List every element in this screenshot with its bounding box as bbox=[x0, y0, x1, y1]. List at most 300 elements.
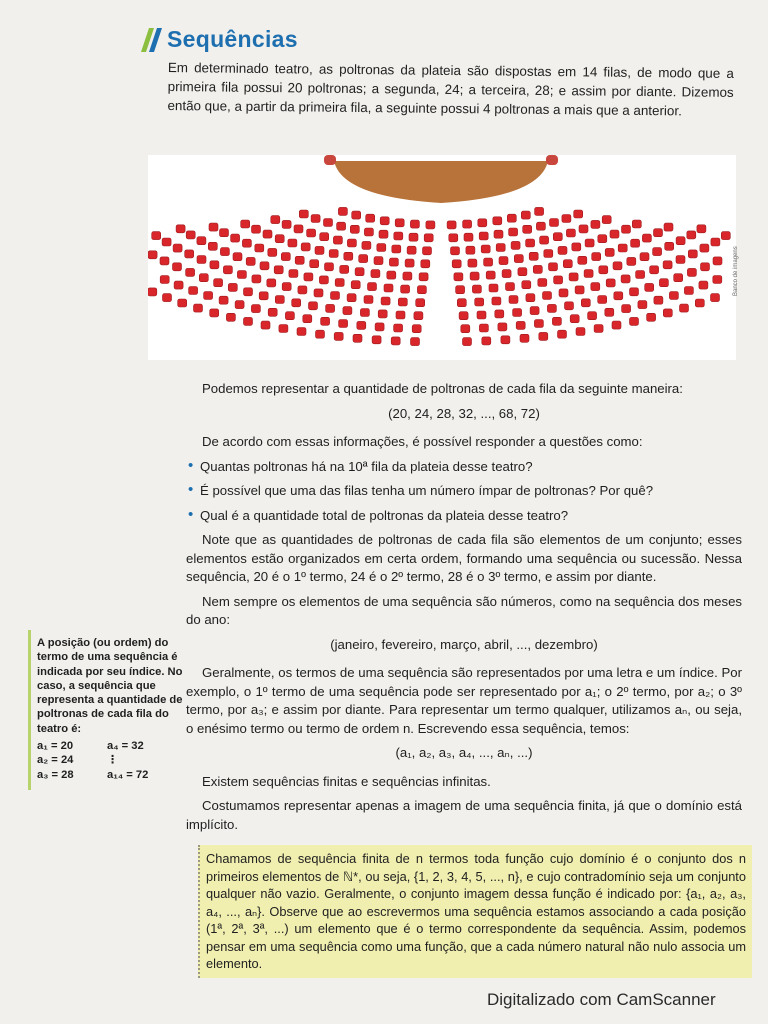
seat-icon bbox=[630, 288, 639, 296]
seat-icon bbox=[351, 281, 360, 289]
sidebar-note bbox=[28, 630, 191, 790]
seat-icon bbox=[501, 336, 510, 344]
represent-text: Podemos representar a quantidade de poltronas de cada fila da seguinte maneira: bbox=[202, 381, 683, 396]
seat-icon bbox=[456, 286, 465, 294]
seat-icon bbox=[638, 301, 647, 309]
seat-icon bbox=[451, 247, 460, 255]
seat-icon bbox=[219, 296, 228, 304]
section-header bbox=[133, 26, 298, 53]
seat-icon bbox=[304, 273, 313, 281]
seat-icon bbox=[271, 216, 280, 224]
seat-icon bbox=[152, 232, 161, 240]
seat-icon bbox=[584, 270, 593, 278]
seat-icon bbox=[654, 296, 663, 304]
seat-icon bbox=[645, 283, 654, 291]
seat-icon bbox=[228, 283, 237, 291]
seat-icon bbox=[220, 229, 229, 237]
paragraph-image: Costumamos representar apenas a imagem de uma sequência finita, já que o domínio está implícito. bbox=[186, 798, 742, 832]
seat-icon bbox=[711, 238, 720, 246]
seat-icon bbox=[416, 299, 425, 307]
seat-icon bbox=[251, 305, 260, 313]
seat-icon bbox=[534, 320, 543, 328]
seat-icon bbox=[310, 260, 319, 268]
seat-icon bbox=[526, 294, 535, 302]
seat-icon bbox=[326, 304, 335, 312]
seat-icon bbox=[371, 270, 380, 278]
seat-icon bbox=[492, 297, 501, 305]
seat-icon bbox=[701, 263, 710, 271]
seat-icon bbox=[359, 255, 368, 263]
seat-icon bbox=[321, 317, 330, 325]
seat-icon bbox=[319, 276, 328, 284]
seat-icon bbox=[479, 232, 488, 240]
seat-icon bbox=[591, 283, 600, 291]
questions-intro: De acordo com essas informações, é possível responder a questões como: bbox=[202, 434, 643, 449]
seat-icon bbox=[518, 268, 527, 276]
sidebar-terms bbox=[37, 739, 185, 782]
seat-icon bbox=[244, 288, 253, 296]
seat-icon bbox=[558, 330, 567, 338]
seat-icon bbox=[387, 271, 396, 279]
seat-icon bbox=[252, 275, 261, 283]
seat-icon bbox=[538, 279, 547, 287]
seat-icon bbox=[509, 296, 518, 304]
seat-icon bbox=[588, 312, 597, 320]
sidebar-term: a₁ = 20 bbox=[37, 740, 74, 753]
seat-icon bbox=[281, 253, 290, 261]
seat-icon bbox=[570, 315, 579, 323]
seat-icon bbox=[426, 221, 435, 229]
sequence-example: (20, 24, 28, 32, ..., 68, 72) bbox=[388, 405, 540, 421]
seat-icon bbox=[324, 219, 333, 227]
questions-list bbox=[186, 458, 742, 526]
seat-icon bbox=[642, 234, 651, 242]
seat-icon bbox=[449, 234, 458, 242]
seat-icon bbox=[309, 302, 318, 310]
seat-icon bbox=[223, 266, 232, 274]
seat-icon bbox=[687, 268, 696, 276]
seat-icon bbox=[340, 265, 349, 273]
paragraph-finite: Existem sequências finitas e sequências infinitas. bbox=[202, 773, 491, 789]
seat-icon bbox=[526, 239, 535, 247]
seat-icon bbox=[320, 233, 329, 241]
paragraph-note: Note que as quantidades de poltronas de cada fila são elementos de um conjunto; esses elementos estão organizados em certa ordem, formando uma sequência ou sucessão. Nessa sequência, 20 é o 1º termo, 24 é o 2º termo, 28 é o 3º termo, e assim por diante. bbox=[186, 532, 742, 584]
seat-icon bbox=[378, 310, 387, 318]
seat-icon bbox=[294, 225, 303, 233]
seat-icon bbox=[375, 323, 384, 331]
seat-icon bbox=[360, 309, 369, 317]
seat-icon bbox=[663, 261, 672, 269]
seat-icon bbox=[669, 292, 678, 300]
seat-icon bbox=[160, 276, 169, 284]
seat-icon bbox=[522, 281, 531, 289]
seat-icon bbox=[347, 239, 356, 247]
seat-icon bbox=[499, 257, 508, 265]
seat-icon bbox=[298, 286, 307, 294]
seat-icon bbox=[630, 317, 639, 325]
seat-icon bbox=[282, 283, 291, 291]
seat-icon bbox=[659, 279, 668, 287]
main-content bbox=[186, 380, 742, 840]
seat-icon bbox=[352, 211, 361, 219]
seat-icon bbox=[466, 246, 475, 254]
seat-icon bbox=[148, 288, 157, 296]
seat-icon bbox=[379, 230, 388, 238]
seat-icon bbox=[396, 311, 405, 319]
sidebar-text: A posição (ou ordem) do termo de uma sequência é indicada por seu índice. No caso, a sequência que representa a quantidade de poltronas de cada fila do teatro é: bbox=[37, 637, 183, 735]
seat-icon bbox=[220, 248, 229, 256]
seat-icon bbox=[268, 308, 277, 316]
intro-paragraph: Em determinado teatro, as poltronas da plateia são dispostas em 14 filas, de modo que a primeira fila possui 20 poltronas; a segunda, 24; a terceira, 28; e assim por diante. Dizemos então que, a partir da primeira fila, a seguinte possui 4 poltronas a mais que a anterior. bbox=[167, 59, 734, 119]
seat-icon bbox=[552, 317, 561, 325]
seat-icon bbox=[509, 228, 518, 236]
seat-icon bbox=[394, 324, 403, 332]
seat-icon bbox=[598, 296, 607, 304]
seat-icon bbox=[282, 220, 291, 228]
seat-icon bbox=[344, 252, 353, 260]
seat-icon bbox=[540, 236, 549, 244]
seat-icon bbox=[514, 255, 523, 263]
seat-icon bbox=[676, 237, 685, 245]
paragraph-terms: Geralmente, os termos de uma sequência são representados por uma letra e um índice. Por exemplo, o 1º termo de uma sequência pode ser representado por a₁; o 2º termo, por a₂; o 3º termo, por a₃; e assim por diante. Para representar um termo qualquer, utilizamos aₙ, ou seja, o enésimo termo ou termo de ordem n. Escrevendo essa sequência, temos: bbox=[186, 665, 742, 736]
seat-icon bbox=[338, 207, 347, 215]
seat-icon bbox=[470, 272, 479, 280]
seat-icon bbox=[233, 253, 242, 261]
seat-icon bbox=[275, 296, 284, 304]
seat-icon bbox=[235, 301, 244, 309]
seat-icon bbox=[389, 258, 398, 266]
seat-icon bbox=[189, 287, 198, 295]
seat-icon bbox=[409, 233, 418, 241]
seat-icon bbox=[197, 256, 206, 264]
seat-icon bbox=[687, 231, 696, 239]
seat-icon bbox=[533, 265, 542, 273]
seat-icon bbox=[263, 230, 272, 238]
theater-seating-illustration bbox=[148, 155, 736, 360]
seat-icon bbox=[292, 299, 301, 307]
seat-icon bbox=[674, 274, 683, 282]
seat-icon bbox=[194, 304, 203, 312]
seat-icon bbox=[364, 228, 373, 236]
seat-icon bbox=[640, 253, 649, 261]
seat-icon bbox=[353, 334, 362, 342]
page-title: Sequências bbox=[167, 26, 298, 52]
seat-icon bbox=[231, 234, 240, 242]
seat-icon bbox=[303, 315, 312, 323]
seat-icon bbox=[549, 263, 558, 271]
seat-icon bbox=[148, 251, 157, 259]
seat-icon bbox=[610, 230, 619, 238]
seat-icon bbox=[395, 219, 404, 227]
stage-left-post bbox=[324, 155, 336, 165]
seat-icon bbox=[339, 320, 348, 328]
seat-icon bbox=[307, 229, 316, 237]
seat-icon bbox=[559, 289, 568, 297]
seat-icon bbox=[210, 309, 219, 317]
sidebar-term: a₂ = 24 bbox=[37, 754, 74, 767]
seat-icon bbox=[459, 312, 468, 320]
sidebar-term: a₃ = 28 bbox=[37, 768, 74, 781]
seat-icon bbox=[554, 276, 563, 284]
seat-icon bbox=[405, 259, 414, 267]
seat-icon bbox=[550, 219, 559, 227]
seat-icon bbox=[355, 268, 364, 276]
seat-icon bbox=[523, 225, 532, 233]
seat-icon bbox=[377, 244, 386, 252]
seat-icon bbox=[578, 256, 587, 264]
seat-icon bbox=[275, 235, 284, 243]
seat-icon bbox=[403, 272, 412, 280]
seat-icon bbox=[605, 248, 614, 256]
seat-icon bbox=[364, 296, 373, 304]
seat-icon bbox=[244, 317, 253, 325]
seat-icon bbox=[653, 248, 662, 256]
seat-icon bbox=[574, 210, 583, 218]
seat-icon bbox=[684, 287, 693, 295]
seat-icon bbox=[592, 253, 601, 261]
seat-icon bbox=[185, 250, 194, 258]
seat-icon bbox=[697, 225, 706, 233]
seat-icon bbox=[454, 273, 463, 281]
seat-icon bbox=[197, 237, 206, 245]
seat-icon bbox=[331, 292, 340, 300]
seat-icon bbox=[347, 294, 356, 302]
seat-icon bbox=[502, 270, 511, 278]
seat-icon bbox=[700, 244, 709, 252]
seat-icon bbox=[606, 279, 615, 287]
seat-icon bbox=[452, 260, 461, 268]
seat-icon bbox=[316, 330, 325, 338]
seat-icon bbox=[605, 308, 614, 316]
sidebar-term: a₁₄ = 72 bbox=[107, 768, 149, 781]
seat-icon bbox=[237, 271, 246, 279]
seat-icon bbox=[186, 268, 195, 276]
seat-icon bbox=[530, 307, 539, 315]
seat-icon bbox=[536, 222, 545, 230]
seat-icon bbox=[695, 299, 704, 307]
seat-icon bbox=[486, 271, 495, 279]
list-item: • Qual é a quantidade total de poltronas da plateia desse teatro? bbox=[186, 507, 742, 526]
seat-icon bbox=[468, 259, 477, 267]
seat-icon bbox=[613, 262, 622, 270]
seat-icon bbox=[463, 220, 472, 228]
seat-icon bbox=[173, 244, 182, 252]
seat-icon bbox=[246, 257, 255, 265]
seat-icon bbox=[475, 298, 484, 306]
seat-icon bbox=[242, 239, 251, 247]
seat-icon bbox=[622, 305, 631, 313]
seat-icon bbox=[569, 273, 578, 281]
seat-icon bbox=[410, 220, 419, 228]
seat-icon bbox=[562, 215, 571, 223]
seat-icon bbox=[614, 292, 623, 300]
seat-icon bbox=[579, 225, 588, 233]
seat-icon bbox=[520, 334, 529, 342]
definition-text: Chamamos de sequência finita de n termos toda função cujo domínio é o conjunto dos n primeiros elementos de ℕ*, ou seja, {1, 2, 3, 4, 5, ..., n}, e cujo contradomínio seja um conjunto qualquer não vazio. Geralmente, o conjunto imagem dessa função é indicado por: {a₁, a₂, a₃, a₄, ..., aₙ}. Observe que ao escrevermos uma sequência estamos associando a cada posição (1ª, 2ª, 3ª, ...) um elemento que é o termo correspondente da sequência. Assim, podemos pensar em uma sequência como uma função, que a cada número natural não nulo associa um elemento. bbox=[206, 851, 746, 971]
seat-icon bbox=[650, 266, 659, 274]
seat-icon bbox=[713, 276, 722, 284]
seat-icon bbox=[398, 298, 407, 306]
seat-icon bbox=[511, 241, 520, 249]
seat-icon bbox=[368, 283, 377, 291]
seat-icon bbox=[311, 215, 320, 223]
seat-icon bbox=[631, 239, 640, 247]
seat-icon bbox=[414, 312, 423, 320]
seat-icon bbox=[421, 260, 430, 268]
seat-icon bbox=[516, 321, 525, 329]
image-credit: Banco de imagens bbox=[733, 246, 739, 296]
seat-icon bbox=[479, 324, 488, 332]
seat-icon bbox=[535, 207, 544, 215]
general-sequence: (a₁, a₂, a₃, a₄, ..., aₙ, ...) bbox=[395, 745, 533, 760]
list-item: • Quantas poltronas há na 10ª fila da plateia desse teatro? bbox=[186, 458, 742, 477]
seat-icon bbox=[494, 230, 503, 238]
seat-icon bbox=[463, 338, 472, 346]
seat-icon bbox=[392, 245, 401, 253]
seat-icon bbox=[268, 248, 277, 256]
seat-icon bbox=[252, 225, 261, 233]
seat-icon bbox=[507, 214, 516, 222]
seat-icon bbox=[464, 233, 473, 241]
seat-icon bbox=[484, 258, 493, 266]
seat-icon bbox=[173, 263, 182, 271]
seat-icon bbox=[599, 266, 608, 274]
seat-icon bbox=[343, 307, 352, 315]
seat-icon bbox=[489, 284, 498, 292]
seat-icon bbox=[461, 325, 470, 333]
seat-icon bbox=[208, 242, 217, 250]
seat-icon bbox=[663, 309, 672, 317]
seat-icon bbox=[391, 337, 400, 345]
seat-icon bbox=[647, 313, 656, 321]
seat-icon bbox=[350, 225, 359, 233]
seat-icon bbox=[176, 225, 185, 233]
seat-icon bbox=[259, 292, 268, 300]
sidebar-term: a₄ = 32 bbox=[107, 740, 144, 753]
seat-icon bbox=[419, 273, 428, 281]
seat-icon bbox=[721, 232, 730, 240]
seat-icon bbox=[498, 323, 507, 331]
seat-icon bbox=[299, 210, 308, 218]
seat-icon bbox=[664, 223, 673, 231]
seat-icon bbox=[199, 274, 208, 282]
seat-icon bbox=[591, 220, 600, 228]
seat-icon bbox=[333, 236, 342, 244]
seat-icon bbox=[337, 222, 346, 230]
seat-icon bbox=[374, 257, 383, 265]
seat-icon bbox=[279, 325, 288, 333]
seat-icon bbox=[575, 286, 584, 294]
seat-icon bbox=[622, 225, 631, 233]
seat-icon bbox=[563, 260, 572, 268]
seat-icon bbox=[289, 270, 298, 278]
seat-icon bbox=[329, 250, 338, 258]
seat-icon bbox=[654, 229, 663, 237]
seat-icon bbox=[699, 281, 708, 289]
seat-icon bbox=[680, 304, 689, 312]
paragraph-months: Nem sempre os elementos de uma sequência são números, como na sequência dos meses do ano: bbox=[186, 593, 742, 627]
seat-icon bbox=[362, 241, 371, 249]
seat-icon bbox=[162, 238, 171, 246]
seat-icon bbox=[472, 285, 481, 293]
seat-icon bbox=[401, 285, 410, 293]
seat-icon bbox=[594, 325, 603, 333]
seat-icon bbox=[543, 292, 552, 300]
seat-icon bbox=[481, 245, 490, 253]
seat-icon bbox=[301, 243, 310, 251]
seat-icon bbox=[380, 217, 389, 225]
seat-icon bbox=[544, 250, 553, 258]
seat-icon bbox=[688, 250, 697, 258]
seat-icon bbox=[423, 247, 432, 255]
seat-icon bbox=[627, 257, 636, 265]
seat-icon bbox=[274, 266, 283, 274]
seat-icon bbox=[513, 309, 522, 317]
seat-icon bbox=[632, 220, 641, 228]
seat-icon bbox=[255, 244, 264, 252]
seat-icon bbox=[411, 338, 420, 346]
seat-icon bbox=[288, 239, 297, 247]
seat-icon bbox=[204, 292, 213, 300]
seat-icon bbox=[334, 332, 343, 340]
seat-icon bbox=[547, 304, 556, 312]
seat-icon bbox=[297, 328, 306, 336]
seat-icon bbox=[295, 256, 304, 264]
seat-icon bbox=[214, 279, 223, 287]
stage-right-post bbox=[546, 155, 558, 165]
seat-icon bbox=[602, 216, 611, 224]
seat-icon bbox=[261, 321, 270, 329]
seat-icon bbox=[412, 325, 421, 333]
seat-icon bbox=[186, 231, 195, 239]
seat-icon bbox=[285, 312, 294, 320]
seat-icon bbox=[226, 313, 235, 321]
seat-icon bbox=[384, 284, 393, 292]
seat-icon bbox=[447, 221, 456, 229]
seat-icon bbox=[506, 283, 515, 291]
seat-icon bbox=[572, 243, 581, 251]
seat-icon bbox=[676, 256, 685, 264]
seat-icon bbox=[493, 217, 502, 225]
seat-icon bbox=[496, 244, 505, 252]
seat-icon bbox=[539, 332, 548, 340]
seat-icon bbox=[407, 246, 416, 254]
seat-icon bbox=[565, 302, 574, 310]
title-slash-icon bbox=[133, 28, 163, 52]
seat-icon bbox=[529, 252, 538, 260]
seat-icon bbox=[241, 220, 250, 228]
seat-icon bbox=[713, 257, 722, 265]
seat-icon bbox=[381, 297, 390, 305]
seat-icon bbox=[618, 244, 627, 252]
seat-icon bbox=[372, 336, 381, 344]
seat-icon bbox=[209, 223, 218, 231]
seat-icon bbox=[457, 299, 466, 307]
seat-icon bbox=[558, 246, 567, 254]
sidebar-term: ⋮ bbox=[107, 754, 119, 767]
months-sequence: (janeiro, fevereiro, março, abril, ..., dezembro) bbox=[330, 636, 598, 652]
seat-icon bbox=[424, 234, 433, 242]
seat-icon bbox=[566, 229, 575, 237]
seat-icon bbox=[576, 328, 585, 336]
seat-icon bbox=[581, 299, 590, 307]
seat-icon bbox=[314, 289, 323, 297]
seat-icon bbox=[315, 246, 324, 254]
seat-icon bbox=[325, 263, 334, 271]
seat-icon bbox=[521, 211, 530, 219]
seat-icon bbox=[417, 286, 426, 294]
seat-icon bbox=[366, 214, 375, 222]
